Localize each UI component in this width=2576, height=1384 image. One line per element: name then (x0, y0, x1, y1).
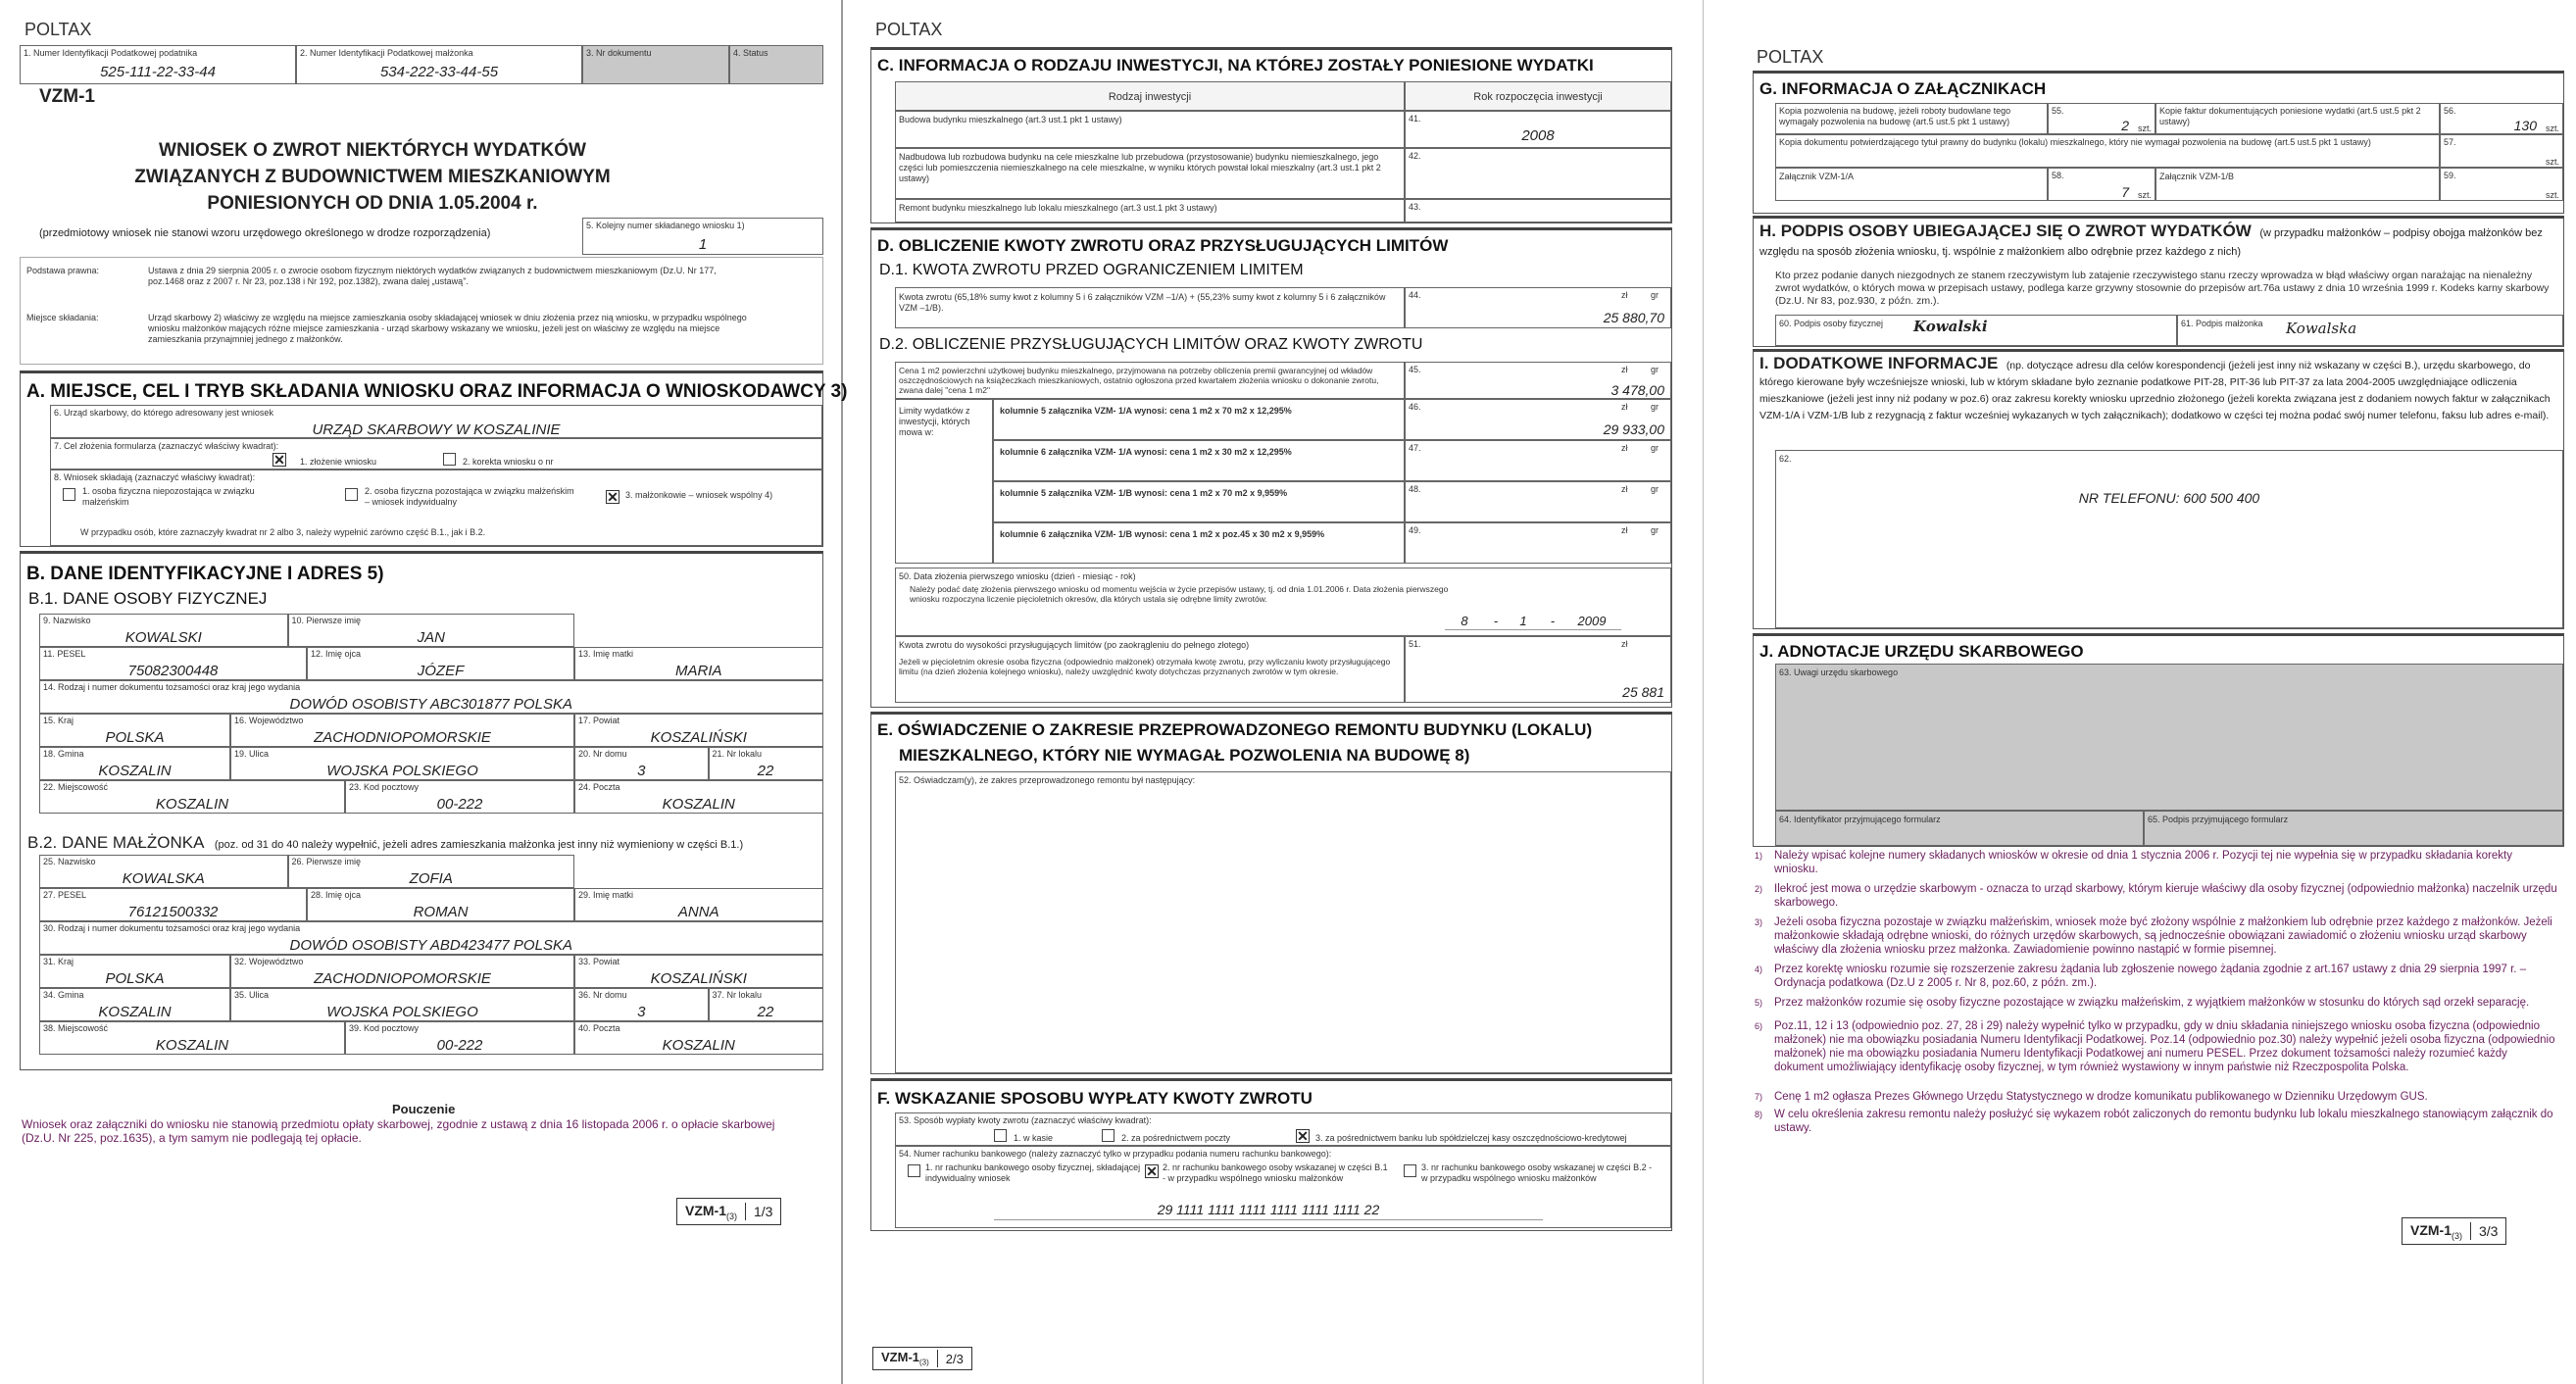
footnote-text: Ilekroć jest mowa o urzędzie skarbowym - oznacza to urząd skarbowy, którym kieruje właściwy dla osoby fizycznej (odpowiednio małżonka) naczelnik urzędu skarbowego. (1774, 883, 2557, 909)
b2-field-7[interactable]: 32. Województwo ZACHODNIOPOMORSKIE (230, 955, 574, 988)
b1-field-8[interactable]: 17. Powiat KOSZALIŃSKI (574, 714, 823, 747)
page1-footer: VZM-$1_{(3)}$ 1/3 (676, 1198, 781, 1225)
form-page-3 (1715, 0, 2576, 1384)
footnote-text: Poz.11, 12 i 13 (odpowiednio poz. 27, 28 i 29) należy wypełnić tylko w przypadku, gdy w dniu składania niniejszego wniosku osoba fizyczna (odpowiednio małżonek) nie ma obowiązku posiadania Numeru Identyfikacji Podatkowej. Poz.14 (odpowiednio poz.30) należy wypełnić jeżeli osoba fizyczna (odpowiednio małżonek) nie ma obowiązku posiadania Numeru Identyfikacji Podatkowej ani numeru PESEL. Przez dokument tożsamości należy rozumieć każdy dokument umożliwiający identyfikację osoby fizycznej, w tym również wystawiony w innym państwie niż Rzeczpospolita Polska. (1774, 1020, 2555, 1073)
field-65: 65. Podpis przyjmującego formularz (2144, 811, 2563, 846)
investment-type-2: Remont budynku mieszkalnego lub lokalu mieszkalnego (art.3 ust.1 pkt 3 ustawy) (895, 199, 1405, 222)
section-j: J. ADNOTACJE URZĘDU SKARBOWEGO 63. Uwagi urzędu skarbowego 64. Identyfikator przyjmującego formularz 65. Podpis przyjmującego formularz (1753, 633, 2564, 847)
pouczenie-title: Pouczenie (392, 1102, 456, 1116)
limit-value-0[interactable]: 46. zł gr 29 933,00 (1405, 399, 1671, 440)
b1-field-11[interactable]: 20. Nr domu 3 (574, 747, 709, 780)
footnote-text: Cenę 1 m2 ogłasza Prezes Głównego Urzędu Statystycznego w drodze komunikatu publikowanego w Dzienniku Urzędowym GUS. (1774, 1091, 2428, 1103)
field-50-date[interactable]: 50. Data złożenia pierwszego wniosku (dzień - miesiąc - rok) Należy podać datę złożenia pierwszego wniosku od momentu wejścia w życie przepisów ustawy, tj. od dnia 1.01.2006 r. Data złożenia pierwszego wniosku rozpoczyna liczenie pięcioletnich okresów, dla których ustala się odrębne limity zwrotów. 8 - 1 - 2009 (895, 568, 1671, 636)
footnote-text: Należy wpisać kolejne numery składanych wniosków w okresie od dnia 1 stycznia 2006 r. Pozycji tej nie wypełnia się w przypadku składania korekty wniosku. (1774, 850, 2512, 875)
checkbox-joint-checked[interactable]: ✕ (607, 489, 619, 505)
b2-field-12[interactable]: 37. Nr lokalu 22 (709, 988, 823, 1021)
field-52-repair-scope[interactable]: 52. Oświadczam(y), że zakres przeprowadzonego remontu był następujący: (895, 771, 1671, 1073)
section-d: D. OBLICZENIE KWOTY ZWROTU ORAZ PRZYSŁUGUJĄCYCH LIMITÓW D.1. KWOTA ZWROTU PRZED OGRANICZENIEM LIMITEM Kwota zwrotu (65,18% sumy kwot z kolumny 5 i 6 załączników VZM –1/A) + (55,23% sumy kwot z kolumny 5 i 6 załączników VZM –1/B). 44. zł gr 25 880,70 D.2. OBLICZENIE PRZYSŁUGUJĄCYCH LIMITÓW ORAZ KWOTY ZWROTU Cena 1 m2 powierzchni użytkowej budynku mieszkalnego, przyjmowana na potrzeby obliczenia premii gwarancyjnej od wkładów oszczędnościowych na książeczkach mieszkaniowych, ostatnio ogłoszona przed kwartałem złożenia wniosku o dokonanie zwrotu, zwana dalej "cena 1 m2" 45. zł gr 3 478,00 Limity wydatków z inwestycji, których mowa w: 50. Data złożenia pierwszego wniosku (dzień - miesiąc - rok) Należy podać datę złożenia pierwszego wniosku od momentu wejścia w życie przepisów ustawy, tj. od dnia 1.01.2006 r. Data złożenia pierwszego wniosku rozpoczyna liczenie pięcioletnich okresów, dla których ustala się odrębne limity zwrotów. 8 - 1 - 2009 Kwota zwrotu do wysokości przysługujących limitów (po zaokrągleniu do pełnego złotego) Jeżeli w pięcioletnim okresie osoba fizyczna (odpowiednio małżonek) otrzymała kwotę zwrotu, przy wyliczaniu kwoty przysługującego limitu (na dzień złożenia kolejnego wniosku), należy uwzględnić kwoty dotychczas przyznanych zwrotów w tym okresie. 51. zł 25 881 kolumnie 5 załącznika VZM- 1/A wynosi: cena 1 m2 x 70 m2 x 12,295% 46. zł gr 29 933,00 kolumnie 6 załącznika VZM- 1/A wynosi: cena 1 m2 x 30 m2 x 12,295% 47. zł gr kolumnie 5 załącznika VZM- 1/B wynosi: cena 1 m2 x 70 m2 x 9,959% 48. zł gr kolumnie 6 załącznika VZM- 1/B wynosi: cena 1 m2 x poz.45 x 30 m2 x 9,959% 49. zł gr (870, 227, 1672, 708)
b1-field-14[interactable]: 23. Kod pocztowy 00-222 (345, 780, 574, 814)
b1-field-2[interactable]: 11. PESEL 75082300448 (39, 647, 307, 680)
signature-spouse[interactable]: 61. Podpis małżonka Kowalska (2177, 315, 2563, 346)
field-serial[interactable]: 5. Kolejny numer składanego wniosku 1) 1 (582, 218, 823, 255)
checkbox-cash[interactable] (994, 1129, 1007, 1142)
footnote-text: Przez małżonków rozumie się osoby fizyczne pozostające w związku małżeńskim, z wyjątkiem małżonków w stosunku do których sąd orzekł separację. (1774, 997, 2530, 1009)
b2-field-5[interactable]: 30. Rodzaj i numer dokumentu tożsamości oraz kraj jego wydania DOWÓD OSOBISTY ABD423477 POLSKA (39, 921, 823, 955)
b1-field-10[interactable]: 19. Ulica WOJSKA POLSKIEGO (230, 747, 574, 780)
field-55[interactable]: 55. 2 szt. (2048, 103, 2155, 134)
investment-year-0[interactable]: 41. 2008 (1405, 111, 1671, 148)
field-purpose: 7. Cel złożenia formularza (zaznaczyć właściwy kwadrat): ✕ 1. złożenie wniosku 2. korekta wniosku o nr (50, 438, 822, 470)
field-status: 4. Status (729, 45, 823, 84)
field-applicant-type: 8. Wniosek składają (zaznaczyć właściwy kwadrat): 1. osoba fizyczna niepozostająca w związku małżeńskim 2. osoba fizyczna pozostająca w związku małżeńskim – wniosek indywidualny ✕ 3. małżonkowie – wniosek wspólny 4) W przypadku osób, które zaznaczyły kwadrat nr 2 albo 3, należy wypełnić zarówno część B.1., jak i B.2. (50, 470, 822, 546)
b1-field-7[interactable]: 16. Województwo ZACHODNIOPOMORSKIE (230, 714, 574, 747)
nip-spouse-value: 534-222-33-44-55 (379, 64, 499, 80)
field-doc-number: 3. Nr dokumentu (582, 45, 729, 84)
b2-field-8[interactable]: 33. Powiat KOSZALIŃSKI (574, 955, 823, 988)
account-number: 29 1111 1111 1111 1111 1111 1111 22 (1157, 1202, 1380, 1217)
footnote-text: Jeżeli osoba fizyczna pozostaje w związku małżeńskim, wniosek może być złożony wspólnie z małżonkiem lub odrębnie przez każdego z małżonków. Jeżeli małżonkowie składają odrębne wnioski, do różnych urzędów skarbowych, są jednocześnie obowiązani zawiadomić o złożeniu wniosku urząd skarbowy właściwy dla złożenia wniosku przez małżonka. Zawiadomienie powinno nastąpić w formie pisemnej. (1774, 916, 2552, 956)
form-subtitle: (przedmiotowy wniosek nie stanowi wzoru urzędowego określonego w drodze rozporządzenia) (39, 227, 491, 239)
section-h: H. PODPIS OSOBY UBIEGAJĄCEJ SIĘ O ZWROT WYDATKÓW (w przypadku małżonków – podpisy obojga małżonków bez względu na sposób złożenia wniosku, tj. wspólnie z małżonkiem albo odrębnie przez każdego z nich) Kto przez podanie danych niezgodnych ze stanem rzeczywistym lub zatajenie rzeczywistego stanu rzeczy wprowadza w błąd właściwy organ narażając na nienależny zwrot wydatków, o których mowa w przepisach ustawy, podlega karze grzywny stosownie do przepisów art.76a ustawy z dnia 10 września 1999 r. Kodeks karny skarbowy (Dz.U. Nr 83, poz.930, z późn. zm.). 60. Podpis osoby fizycznej Kowalski 61. Podpis małżonka Kowalska (1753, 216, 2564, 347)
b2-field-15[interactable]: 40. Poczta KOSZALIN (574, 1021, 823, 1055)
b2-heading: B.2. DANE MAŁŻONKA (poz. od 31 do 40 należy wypełnić, jeżeli adres zamieszkania małżonka jest inny niż wymieniony w części B.1.) (27, 833, 744, 852)
footnote-number: 5) (1755, 998, 1763, 1008)
checkbox-acct-b2[interactable] (1404, 1164, 1416, 1177)
field-tax-office[interactable]: 6. Urząd skarbowy, do którego adresowany jest wniosek URZĄD SKARBOWY W KOSZALINIE (50, 405, 822, 438)
footnote-number: 3) (1755, 917, 1763, 927)
field-nip-spouse[interactable]: 2. Numer Identyfikacji Podatkowej małżonka 534-222-33-44-55 (296, 45, 582, 84)
b2-field-9[interactable]: 34. Gmina KOSZALIN (39, 988, 230, 1021)
footnote-number: 7) (1755, 1092, 1763, 1102)
limit-desc-3: kolumnie 6 załącznika VZM- 1/B wynosi: cena 1 m2 x poz.45 x 30 m2 x 9,959% (993, 522, 1405, 564)
limit-value-3[interactable]: 49. zł gr (1405, 522, 1671, 564)
section-b: B. DANE IDENTYFIKACYJNE I ADRES 5) B.1. DANE OSOBY FIZYCZNEJ (20, 551, 823, 1070)
checkbox-bank-checked[interactable]: ✕ (1297, 1128, 1309, 1144)
b1-field-12[interactable]: 21. Nr lokalu 22 (709, 747, 823, 780)
footnote-number: 6) (1755, 1021, 1763, 1031)
field-59[interactable]: 59. szt. (2440, 168, 2563, 201)
footnote-number: 1) (1755, 851, 1763, 861)
b1-field-0[interactable]: 9. Nazwisko KOWALSKI (39, 614, 288, 647)
section-g: G. INFORMACJA O ZAŁĄCZNIKACH Kopia pozwolenia na budowę, jeżeli roboty budowlane tego wymagały pozwolenia na budowę (art.5 ust.5 pkt 1 ustawy) 55. 2 szt. Kopie faktur dokumentujących poniesione wydatki (art.5 ust.5 pkt 2 ustawy) 56. 130 szt. Kopia dokumentu potwierdzającego tytuł prawny do budynku (lokalu) mieszkalnego, który nie wymagał pozwolenia na budowę (art.5 ust.5 pkt 1 ustawy) 57. szt. Załącznik VZM-1/A 58. 7 szt. Załącznik VZM-1/B 59. szt. (1753, 71, 2564, 214)
nip-value: 525-111-22-33-44 (100, 64, 216, 80)
b1-field-6[interactable]: 15. Kraj POLSKA (39, 714, 230, 747)
brand-logo: POLTAX (875, 20, 943, 39)
limit-value-1[interactable]: 47. zł gr (1405, 440, 1671, 481)
checkbox-acct-individual[interactable] (908, 1164, 920, 1177)
field-57[interactable]: 57. szt. (2440, 134, 2563, 168)
investment-type-0: Budowa budynku mieszkalnego (art.3 ust.1 pkt 1 ustawy) (895, 111, 1405, 148)
signature-applicant[interactable]: 60. Podpis osoby fizycznej Kowalski (1775, 315, 2177, 346)
field-nip[interactable]: 1. Numer Identyfikacji Podatkowej podatnika 525-111-22-33-44 (20, 45, 296, 84)
brand-logo: POLTAX (25, 20, 92, 39)
b2-field-10[interactable]: 35. Ulica WOJSKA POLSKIEGO (230, 988, 574, 1021)
b2-field-0[interactable]: 25. Nazwisko KOWALSKA (39, 855, 288, 888)
checkbox-acct-b1-checked[interactable]: ✕ (1146, 1163, 1158, 1179)
checkbox-single[interactable] (63, 488, 75, 501)
checkbox-correction[interactable] (443, 453, 456, 466)
b1-field-4[interactable]: 13. Imię matki MARIA (574, 647, 823, 680)
field-56[interactable]: 56. 130 szt. (2440, 103, 2563, 134)
section-i: I. DODATKOWE INFORMACJE (np. dotyczące adresu dla celów korespondencji (jeżeli jest inny niż wskazany w części B.), urzędu skarbowego, do którego kierowane były wcześniejsze wnioski, lub w którym składane było zeznanie podatkowe PIT-28, PIT-36 lub PIT-37 za lata 2004-2005 uwzględniające odliczenia mieszkaniowe (jeżeli jest inny niż podany w poz.6) oraz zakresu korekty wniosku uprzednio złożonego (jeżeli korekta związana jest z dodaniem nowych faktur w załącznikach VZM-1/A i VZM-1/B lub z rezygnacją z faktur wcześniej wykazanych w tych załącznikach); dodatkowo w części tej można podać swój numer telefonu, faksu lub adres e-mail). 62. NR TELEFONU: 600 500 400 (1753, 349, 2564, 629)
page2-footer: VZM-$1_{(3)}$ 2/3 (872, 1347, 972, 1370)
b1-field-9[interactable]: 18. Gmina KOSZALIN (39, 747, 230, 780)
b1-field-13[interactable]: 22. Miejscowość KOSZALIN (39, 780, 345, 814)
section-a: A. MIEJSCE, CEL I TRYB SKŁADANIA WNIOSKU ORAZ INFORMACJA O WNIOSKODAWCY 3) 6. Urząd skarbowy, do którego adresowany jest wniosek URZĄD SKARBOWY W KOSZALINIE 7. Cel złożenia formularza (zaznaczyć właściwy kwadrat): ✕ 1. złożenie wniosku 2. korekta wniosku o nr 8. Wniosek składają (zaznaczyć właściwy kwadrat): 1. osoba fizyczna niepozostająca w związku małżeńskim 2. osoba fizyczna pozostająca w związku małżeńskim – wniosek indywidualny ✕ 3. małżonkowie – wniosek wspólny 4) W przypadku osób, które zaznaczyły kwadrat nr 2 albo 3, należy wypełnić zarówno część B.1., jak i B.2. (20, 371, 823, 547)
b2-field-14[interactable]: 39. Kod pocztowy 00-222 (345, 1021, 574, 1055)
b1-field-15[interactable]: 24. Poczta KOSZALIN (574, 780, 823, 814)
b1-field-5[interactable]: 14. Rodzaj i numer dokumentu tożsamości oraz kraj jego wydania DOWÓD OSOBISTY ABC301877 POLSKA (39, 680, 823, 714)
checkbox-post[interactable] (1102, 1129, 1115, 1142)
form-page-1 (0, 0, 848, 1384)
field-44[interactable]: 44. zł gr 25 880,70 (1405, 287, 1671, 328)
section-e: E. OŚWIADCZENIE O ZAKRESIE PRZEPROWADZONEGO REMONTU BUDYNKU (LOKALU) MIESZKALNEGO, KTÓRY NIE WYMAGAŁ POZWOLENIA NA BUDOWĘ 8) 52. Oświadczam(y), że zakres przeprowadzonego remontu był następujący: (870, 712, 1672, 1074)
limit-value-2[interactable]: 48. zł gr (1405, 481, 1671, 522)
field-45[interactable]: 45. zł gr 3 478,00 (1405, 362, 1671, 399)
footnote-number: 8) (1755, 1110, 1763, 1119)
investment-year-1[interactable]: 42. (1405, 148, 1671, 199)
footnote-text: W celu określenia zakresu remontu należy posłużyć się wykazem robót zaliczonych do remontu budynku lub lokalu mieszkalnego stanowiącym załącznik do ustawy. (1774, 1109, 2553, 1134)
b2-field-4[interactable]: 29. Imię matki ANNA (574, 888, 823, 921)
page3-footer: VZM-$1_{(3)}$ 3/3 (2402, 1217, 2506, 1245)
checkbox-married-individual[interactable] (345, 488, 358, 501)
investment-year-2[interactable]: 43. (1405, 199, 1671, 222)
field-62-additional-info[interactable]: 62. NR TELEFONU: 600 500 400 (1775, 450, 2563, 628)
b2-field-6[interactable]: 31. Kraj POLSKA (39, 955, 230, 988)
investment-type-1: Nadbudowa lub rozbudowa budynku na cele mieszkalne lub przebudowa (przystosowanie) budynku niemieszkalnego, jego części lub pomieszczenia niemieszkalnego na cele mieszkalne, w wyniku których powstał lokal mieszkalny (art.3 ust.1 pkt 2 ustawy) (895, 148, 1405, 199)
limit-desc-0: kolumnie 5 załącznika VZM- 1/A wynosi: cena 1 m2 x 70 m2 x 12,295% (993, 399, 1405, 440)
b1-field-3[interactable]: 12. Imię ojca JÓZEF (307, 647, 574, 680)
field-64: 64. Identyfikator przyjmującego formularz (1775, 811, 2144, 846)
b2-field-1[interactable]: 26. Pierwsze imię ZOFIA (288, 855, 575, 888)
footnote-text: Przez korektę wniosku rozumie się rozszerzenie zakresu żądania lub zgłoszenie nowego żądania zgodnie z art.167 ustawy z dnia 29 sierpnia 1997 r. – Ordynacja podatkowa (Dz.U z 2005 r. Nr 8, poz.60, z późn. zm.). (1774, 964, 2527, 989)
b2-field-13[interactable]: 38. Miejscowość KOSZALIN (39, 1021, 345, 1055)
b2-field-2[interactable]: 27. PESEL 76121500332 (39, 888, 307, 921)
brand-logo: POLTAX (1757, 47, 1824, 67)
form-title: WNIOSEK O ZWROT NIEKTÓRYCH WYDATKÓW ZWIĄZANYCH Z BUDOWNICTWEM MIESZKANIOWYM PONIESIONYCH OD DNIA 1.05.2004 r. (134, 140, 611, 214)
field-58[interactable]: 58. 7 szt. (2048, 168, 2155, 201)
b1-field-1[interactable]: 10. Pierwsze imię JAN (288, 614, 575, 647)
section-c: C. INFORMACJA O RODZAJU INWESTYCJI, NA KTÓREJ ZOSTAŁY PONIESIONE WYDATKI Rodzaj inwestycji Rok rozpoczęcia inwestycji Budowa budynku mieszkalnego (art.3 ust.1 pkt 1 ustawy) 41. 2008 Nadbudowa lub rozbudowa budynku na cele mieszkalne lub przebudowa (przystosowanie) budynku niemieszkalnego, jego części lub pomieszczenia niemieszkalnego na cele mieszkalne, w wyniku których powstał lokal mieszkalny (art.3 ust.1 pkt 2 ustawy) 42. Remont budynku mieszkalnego lub lokalu mieszkalnego (art.3 ust.1 pkt 3 ustawy) 43. (870, 47, 1672, 223)
limit-desc-1: kolumnie 6 załącznika VZM- 1/A wynosi: cena 1 m2 x 30 m2 x 12,295% (993, 440, 1405, 481)
b2-field-3[interactable]: 28. Imię ojca ROMAN (307, 888, 574, 921)
field-51[interactable]: 51. zł 25 881 (1405, 636, 1671, 703)
footnote-number: 4) (1755, 964, 1763, 974)
limit-desc-2: kolumnie 5 załącznika VZM- 1/B wynosi: cena 1 m2 x 70 m2 x 9,959% (993, 481, 1405, 522)
field-54-account[interactable]: 54. Numer rachunku bankowego (należy zaznaczyć tylko w przypadku podania numeru rachunku bankowego): 1. nr rachunku bankowego osoby fizycznej, składającej indywidualny wniosek ✕ 2. nr rachunku bankowego osoby wskazanej w części B.1 - w przypadku wspólnego wniosku małżonków 3. nr rachunku bankowego osoby wskazanej w części B.2 - w przypadku wspólnego wniosku małżonków 29 1111 1111 1111 1111 1111 1111 22 (895, 1146, 1671, 1228)
footnote-number: 2) (1755, 884, 1763, 894)
form-page-2 (851, 0, 1704, 1384)
b2-field-11[interactable]: 36. Nr domu 3 (574, 988, 709, 1021)
pouczenie-text: Wniosek oraz załączniki do wniosku nie stanowią przedmiotu opłaty skarbowej, zgodnie z ustawą z dnia 16 listopada 2006 r. o opłacie skarbowej (Dz.U. Nr 225, poz.1635), a tym samym nie podlegają tej opłacie. (22, 1117, 775, 1145)
legal-basis-box: Podstawa prawna: Ustawa z dnia 29 sierpnia 2005 r. o zwrocie osobom fizycznym niektórych wydatków związanych z budownictwem mieszkaniowym (Dz.U. Nr 177, poz.1468 oraz z 2007 r. Nr 23, poz.138 i Nr 192, poz.1382), zwana dalej „ustawą”. Miejsce składania: Urząd skarbowy 2) właściwy ze względu na miejsce zamieszkania osoby składającej wniosek w dniu złożenia przez nią wniosku, w przypadku wspólnego wniosku małżonków mających różne miejsce zamieszkania - urząd skarbowy wskazany we wniosku, jeżeli jest on właściwy ze względu na miejsce zamieszkania przynajmniej jednego z małżonków. (20, 257, 823, 365)
checkbox-submit-checked[interactable]: ✕ (273, 452, 285, 468)
field-63-office-notes: 63. Uwagi urzędu skarbowego (1775, 664, 2563, 811)
form-code: VZM-1 (39, 86, 95, 107)
section-f: F. WSKAZANIE SPOSOBU WYPŁATY KWOTY ZWROTU 53. Sposób wypłaty kwoty zwrotu (zaznaczyć właściwy kwadrat): 1. w kasie 2. za pośrednictwem poczty ✕ 3. za pośrednictwem banku lub spółdzielczej kasy oszczędnościowo-kredytowej 54. Numer rachunku bankowego (należy zaznaczyć tylko w przypadku podania numeru rachunku bankowego): 1. nr rachunku bankowego osoby fizycznej, składającej indywidualny wniosek ✕ 2. nr rachunku bankowego osoby wskazanej w części B.1 - w przypadku wspólnego wniosku małżonków 3. nr rachunku bankowego osoby wskazanej w części B.2 - w przypadku wspólnego wniosku małżonków 29 1111 1111 1111 1111 1111 1111 22 (870, 1078, 1672, 1231)
